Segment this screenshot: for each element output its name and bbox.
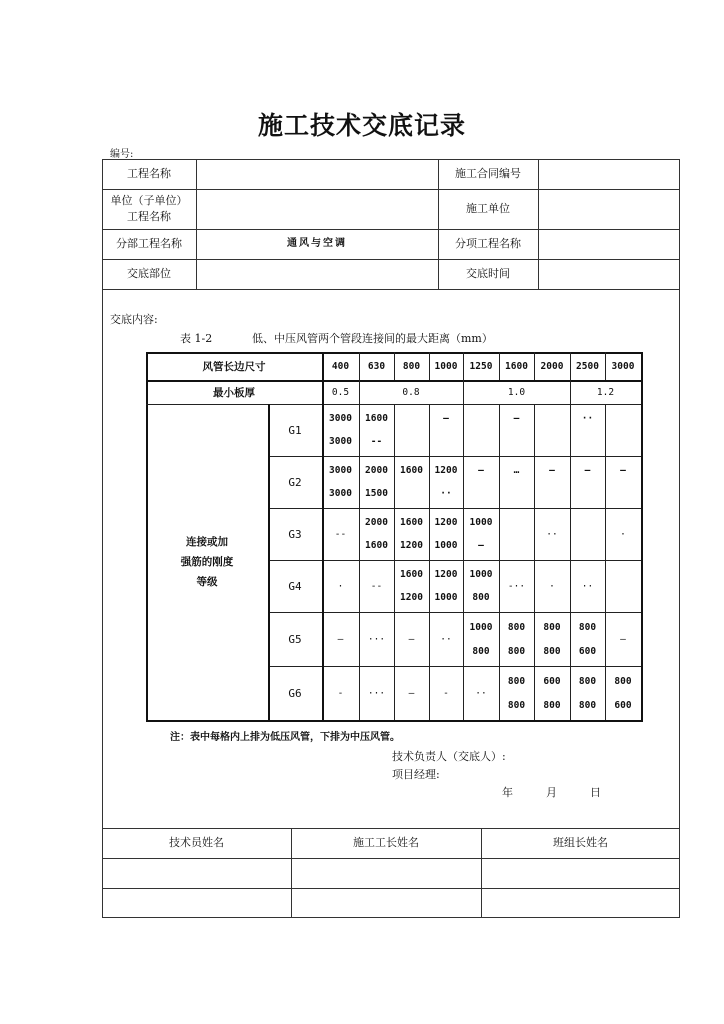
value-upper: – [513,413,520,424]
value-dash: ··· [367,633,386,645]
value-dash: – [620,633,626,645]
grade-label: G5 [288,632,302,646]
value-upper: 1200 [434,569,458,580]
value-dash: - [337,687,344,699]
size-cell: 800 [402,360,421,372]
value-dash: ·· [475,687,487,699]
value-upper: 1600 [400,465,423,476]
value-dash: ··· [367,687,386,699]
value-lower: 1500 [365,488,388,499]
time-label: 交底时间 [466,267,510,280]
foreman-sign-2[interactable] [291,888,481,918]
value-upper: 800 [578,675,597,687]
size-cell: 3000 [611,360,635,372]
value-lower: 600 [578,645,597,657]
value-lower: — [478,540,484,551]
value-upper: 1200 [434,465,458,476]
value-dash: ·· [546,528,558,540]
unit-field[interactable] [196,189,438,229]
grade-label: G4 [288,579,302,593]
date-year: 年 [502,786,513,799]
location-label: 交底部位 [127,267,171,280]
rigidity-label-line: 等级 [196,576,218,588]
value-upper: 2000 [365,465,388,476]
tech-staff-sign-1[interactable] [102,858,291,888]
date-month: 月 [546,786,557,799]
date-day: 日 [590,786,601,799]
contract-no-field[interactable] [538,159,680,189]
value-lower: 800 [578,699,597,711]
foreman-label: 施工工长姓名 [353,836,419,849]
construction-unit-label: 施工单位 [466,202,510,215]
value-upper: 1600 [400,517,423,528]
size-cell: 2000 [540,360,564,372]
value-upper: 600 [543,675,561,687]
value-lower: 1000 [434,540,458,551]
value-dash: -·· [507,580,526,592]
pm-label: 项目经理: [392,768,440,781]
value-dash: ·· [440,633,452,645]
value-lower: 1600 [365,540,388,551]
value-dash: — [337,633,344,645]
thickness-cell: 1.0 [507,386,526,398]
value-lower: 800 [543,645,561,657]
value-lower: 1000 [434,592,458,603]
project-name-field[interactable] [196,159,438,189]
value-dash: · [620,528,626,540]
value-dash: · [549,580,555,592]
construction-unit-field[interactable] [538,189,680,229]
value-upper: 1200 [434,517,458,528]
value-upper: — [620,465,626,476]
unit-label [102,189,196,229]
unit-label-line2: 工程名称 [127,210,171,223]
size-cell: 630 [367,360,386,372]
subitem-field[interactable] [538,229,680,259]
value-dash: -- [334,528,347,540]
table-number: 表 1-2 [180,332,213,345]
value-dash: · [337,580,344,592]
value-lower: 3000 [329,436,352,447]
value-upper: 800 [614,675,632,687]
tech-staff-label: 技术员姓名 [169,836,224,849]
size-cell: 1250 [469,360,493,372]
value-lower: 800 [472,592,490,603]
value-upper: — [549,465,555,476]
value-upper: 800 [507,621,526,633]
thickness-header: 最小板厚 [213,386,255,399]
thickness-cell: 1.2 [596,386,615,398]
value-lower: 800 [507,699,526,711]
project-name-label: 工程名称 [127,167,171,180]
subitem-label: 分项工程名称 [455,237,521,250]
value-upper: 800 [507,675,526,687]
value-upper: ·· [581,413,594,424]
grade-label: G6 [288,686,302,700]
value-lower: 1200 [400,540,423,551]
value-lower: 1200 [400,592,423,603]
doc-number-label: 编号: [110,149,134,160]
time-field[interactable] [538,259,680,289]
tech-staff-sign-2[interactable] [102,888,291,918]
value-dash: - [443,687,449,699]
rigidity-label-line: 强筋的刚度 [180,556,234,568]
value-upper: 1600 [400,569,423,580]
size-cell: 1000 [434,360,458,372]
value-upper: 1000 [469,517,493,528]
grade-label: G1 [288,423,302,437]
team-leader-label: 班组长姓名 [553,836,608,849]
value-dash: -- [370,580,383,592]
value-upper: – [584,465,591,476]
grade-label: G2 [288,475,302,489]
value-upper: — [443,413,449,424]
value-lower: -- [370,436,383,447]
division-label: 分部工程名称 [116,237,182,250]
value-upper: 1600 [365,413,388,424]
value-upper: 800 [578,621,597,633]
value-dash: — [408,687,415,699]
value-lower: 800 [543,699,561,711]
value-upper: … [513,465,520,476]
value-lower: 800 [507,645,526,657]
grade-label: G3 [288,527,302,541]
rigidity-label-line: 连接或加 [186,536,228,548]
thickness-cell: 0.5 [331,386,350,398]
value-upper: 3000 [329,413,352,424]
value-lower: 600 [614,699,632,711]
location-field[interactable] [196,259,438,289]
table-note: 注：表中每格内上排为低压风管，下排为中压风管。 [170,732,400,743]
value-upper: 2000 [365,517,388,528]
size-header: 风管长边尺寸 [202,360,266,373]
value-upper: 3000 [329,465,352,476]
size-cell: 2500 [576,360,599,372]
value-dash: ·· [581,580,594,592]
value-lower: 3000 [329,488,352,499]
value-dash: — [408,633,415,645]
value-lower: 800 [472,645,490,657]
foreman-sign-1[interactable] [291,858,481,888]
value-lower: ·· [440,488,452,499]
team-leader-sign-2[interactable] [481,888,680,918]
division-field[interactable]: 通风与空调 [287,238,347,249]
value-upper: — [478,465,484,476]
value-upper: 1000 [469,621,493,633]
size-cell: 400 [331,360,350,372]
contract-no-label: 施工合同编号 [455,167,521,180]
unit-label-line1: 单位（子单位） [110,194,188,207]
team-leader-sign-1[interactable] [481,858,680,888]
thickness-cell: 0.8 [402,386,420,398]
tech-lead-label: 技术负责人（交底人）: [392,750,506,763]
value-upper: 1000 [469,569,493,580]
document-title: 施工技术交底记录 [257,111,466,140]
value-upper: 800 [543,621,561,633]
size-cell: 1600 [505,360,528,372]
content-label: 交底内容: [110,313,158,326]
table-title: 低、中压风管两个管段连接间的最大距离（mm） [252,332,493,345]
